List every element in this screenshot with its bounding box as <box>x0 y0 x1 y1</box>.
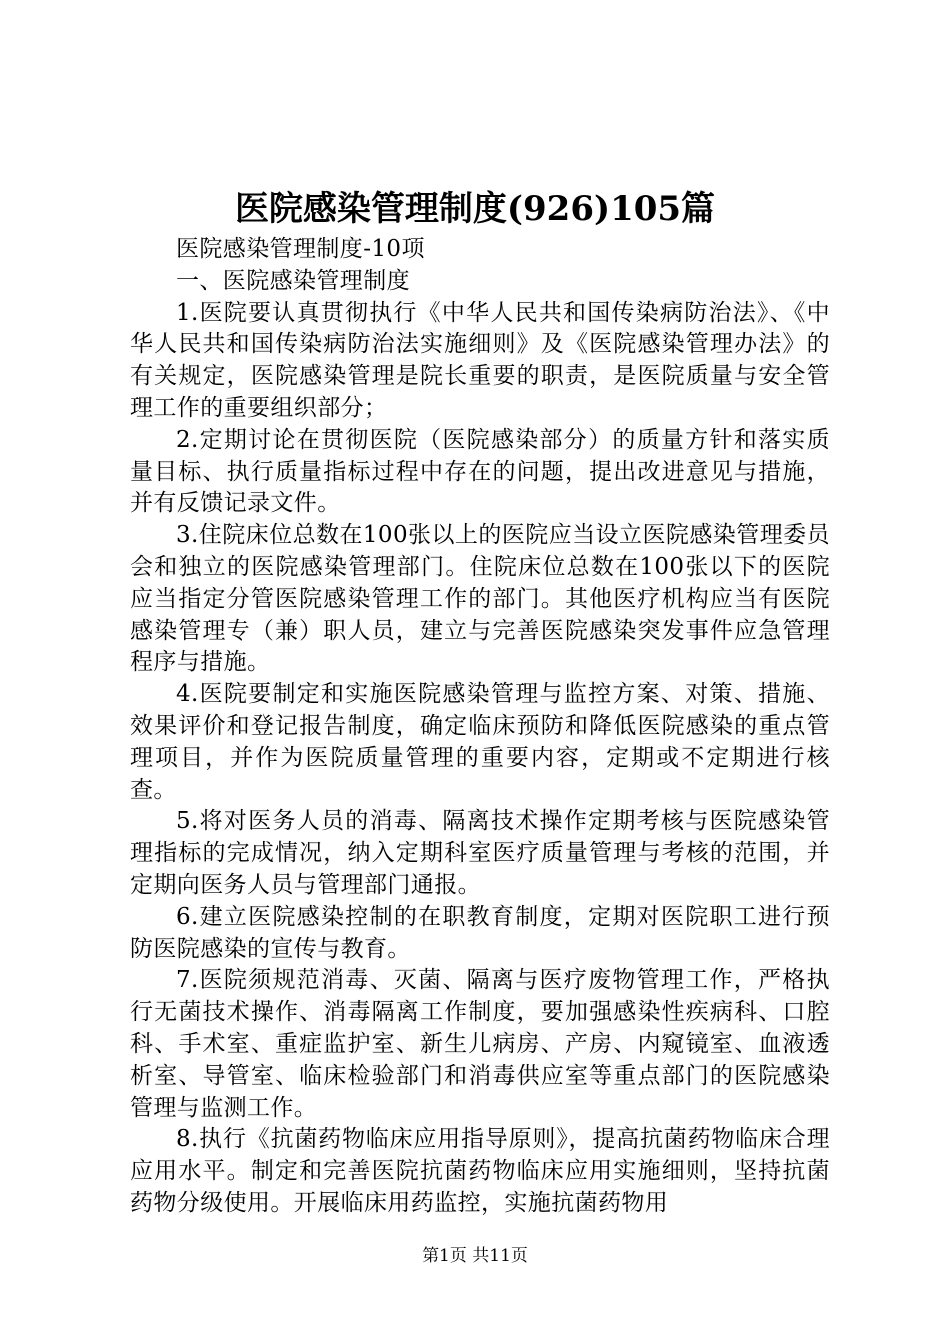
document-title: 医院感染管理制度(926)105篇 <box>234 189 716 229</box>
paragraph-item-7: 7.医院须规范消毒、灭菌、隔离与医疗废物管理工作，严格执行无菌技术操作、消毒隔离工作制度，要加强感染性疾病科、口腔科、手术室、重症监护室、新生儿病房、产房、内窥镜室、血液透析室、导管室、临床检验部门和消毒供应室等重点部门的医院感染管理与监测工作。 <box>130 967 830 1121</box>
paragraph-item-3: 3.住院床位总数在100张以上的医院应当设立医院感染管理委员会和独立的医院感染管理部门。住院床位总数在100张以下的医院应当指定分管医院感染管理工作的部门。其他医疗机构应当有医院感染管理专（兼）职人员，建立与完善医院感染突发事件应急管理程序与措施。 <box>130 522 830 676</box>
paragraph-item-1: 1.医院要认真贯彻执行《中华人民共和国传染病防治法》、《中华人民共和国传染病防治法实施细则》及《医院感染管理办法》的有关规定，医院感染管理是院长重要的职责，是医院质量与安全管理工作的重要组织部分； <box>130 299 830 421</box>
paragraph-item-8: 8.执行《抗菌药物临床应用指导原则》，提高抗菌药物临床合理应用水平。制定和完善医院抗菌药物临床应用实施细则，坚持抗菌药物分级使用。开展临床用药监控，实施抗菌药物用 <box>130 1126 830 1216</box>
paragraph-item-5: 5.将对医务人员的消毒、隔离技术操作定期考核与医院感染管理指标的完成情况，纳入定期科室医疗质量管理与考核的范围，并定期向医务人员与管理部门通报。 <box>130 808 830 898</box>
paragraph-item-4: 4.医院要制定和实施医院感染管理与监控方案、对策、措施、效果评价和登记报告制度，确定临床预防和降低医院感染的重点管理项目，并作为医院质量管理的重要内容，定期或不定期进行核查。 <box>130 681 830 803</box>
paragraph-item-6: 6.建立医院感染控制的在职教育制度，定期对医院职工进行预防医院感染的宣传与教育。 <box>130 903 830 962</box>
paragraph-subtitle: 医院感染管理制度-10项 <box>176 236 425 262</box>
paragraph-section-heading: 一、医院感染管理制度 <box>176 267 410 294</box>
document-body <box>130 234 830 1220</box>
page-footer: 第1页 共11页 <box>422 1246 528 1266</box>
paragraph-item-2: 2.定期讨论在贯彻医院（医院感染部分）的质量方针和落实质量目标、执行质量指标过程中存在的问题，提出改进意见与措施，并有反馈记录文件。 <box>130 426 830 517</box>
